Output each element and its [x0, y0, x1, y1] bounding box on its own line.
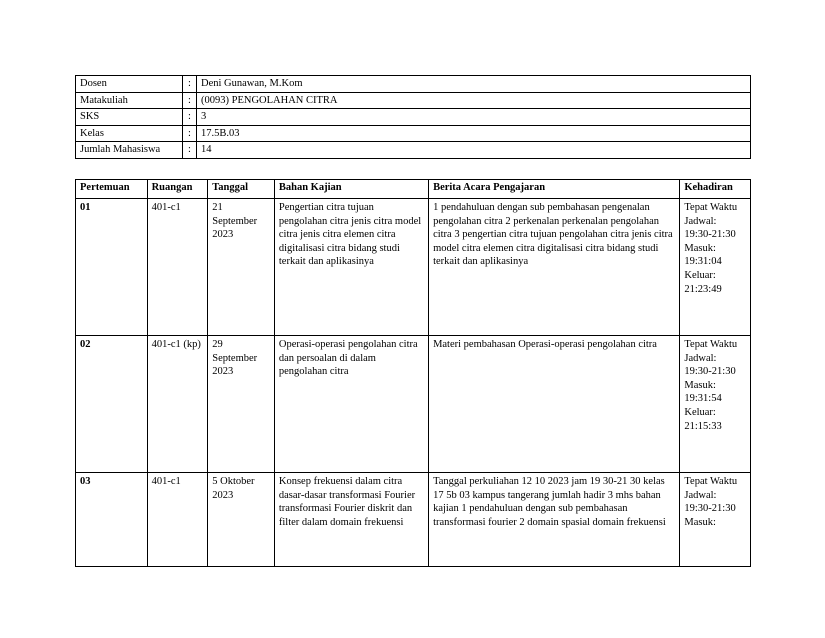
cell-ruangan: 401-c1	[147, 199, 208, 336]
header-berita-acara: Berita Acara Pengajaran	[429, 180, 680, 199]
cell-tanggal: 21 September 2023	[208, 199, 275, 336]
header-kehadiran: Kehadiran	[680, 180, 751, 199]
info-label: SKS	[76, 109, 183, 126]
header-ruangan: Ruangan	[147, 180, 208, 199]
cell-ruangan: 401-c1 (kp)	[147, 336, 208, 473]
cell-bahan-kajian: Konsep frekuensi dalam citra dasar-dasar transformasi Fourier transformasi Fourier diskrit dan filter dalam domain frekuensi	[274, 473, 428, 567]
info-label: Jumlah Mahasiswa	[76, 142, 183, 159]
table-row	[76, 199, 751, 336]
table-header-row	[76, 180, 751, 199]
cell-bahan-kajian: Pengertian citra tujuan pengolahan citra jenis citra model citra jenis citra elemen citra digitalisasi citra bidang studi terkait dan aplikasinya	[274, 199, 428, 336]
info-colon: :	[183, 76, 197, 93]
table-row	[76, 473, 751, 567]
info-value: 3	[197, 109, 751, 126]
cell-pertemuan: 03	[76, 473, 148, 567]
info-row-matakuliah	[76, 92, 751, 109]
cell-kehadiran: Tepat Waktu Jadwal: 19:30-21:30 Masuk:	[680, 473, 751, 567]
course-info-table	[75, 75, 751, 159]
cell-tanggal: 5 Oktober 2023	[208, 473, 275, 567]
cell-berita-acara: Materi pembahasan Operasi-operasi pengolahan citra	[429, 336, 680, 473]
info-value: 17.5B.03	[197, 125, 751, 142]
header-pertemuan: Pertemuan	[76, 180, 148, 199]
info-row-sks	[76, 109, 751, 126]
cell-berita-acara: Tanggal perkuliahan 12 10 2023 jam 19 30-21 30 kelas 17 5b 03 kampus tangerang jumlah hadir 3 mhs bahan kajian 1 pendahuluan dengan sub pembahasan transformasi fourier 2 domain spasial domain frekuensi	[429, 473, 680, 567]
info-colon: :	[183, 125, 197, 142]
info-row-dosen	[76, 76, 751, 93]
header-tanggal: Tanggal	[208, 180, 275, 199]
cell-pertemuan: 01	[76, 199, 148, 336]
cell-kehadiran: Tepat Waktu Jadwal: 19:30-21:30 Masuk: 19:31:04 Keluar: 21:23:49	[680, 199, 751, 336]
cell-tanggal: 29 September 2023	[208, 336, 275, 473]
info-label: Kelas	[76, 125, 183, 142]
info-label: Matakuliah	[76, 92, 183, 109]
table-row	[76, 336, 751, 473]
info-row-kelas	[76, 125, 751, 142]
attendance-table	[75, 179, 751, 567]
header-bahan-kajian: Bahan Kajian	[274, 180, 428, 199]
info-value: 14	[197, 142, 751, 159]
info-row-jumlah-mahasiswa	[76, 142, 751, 159]
cell-kehadiran: Tepat Waktu Jadwal: 19:30-21:30 Masuk: 19:31:54 Keluar: 21:15:33	[680, 336, 751, 473]
info-colon: :	[183, 92, 197, 109]
info-colon: :	[183, 142, 197, 159]
cell-pertemuan: 02	[76, 336, 148, 473]
info-value: (0093) PENGOLAHAN CITRA	[197, 92, 751, 109]
cell-berita-acara: 1 pendahuluan dengan sub pembahasan pengenalan pengolahan citra 2 perkenalan perkenalan pengolahan citra 3 pengertian citra tujuan pengolahan citra jenis citra model citra elemen citra digitalisasi citra bidang studi terkait dan aplikasinya	[429, 199, 680, 336]
info-value: Deni Gunawan, M.Kom	[197, 76, 751, 93]
cell-ruangan: 401-c1	[147, 473, 208, 567]
cell-bahan-kajian: Operasi-operasi pengolahan citra dan persoalan di dalam pengolahan citra	[274, 336, 428, 473]
info-label: Dosen	[76, 76, 183, 93]
info-colon: :	[183, 109, 197, 126]
